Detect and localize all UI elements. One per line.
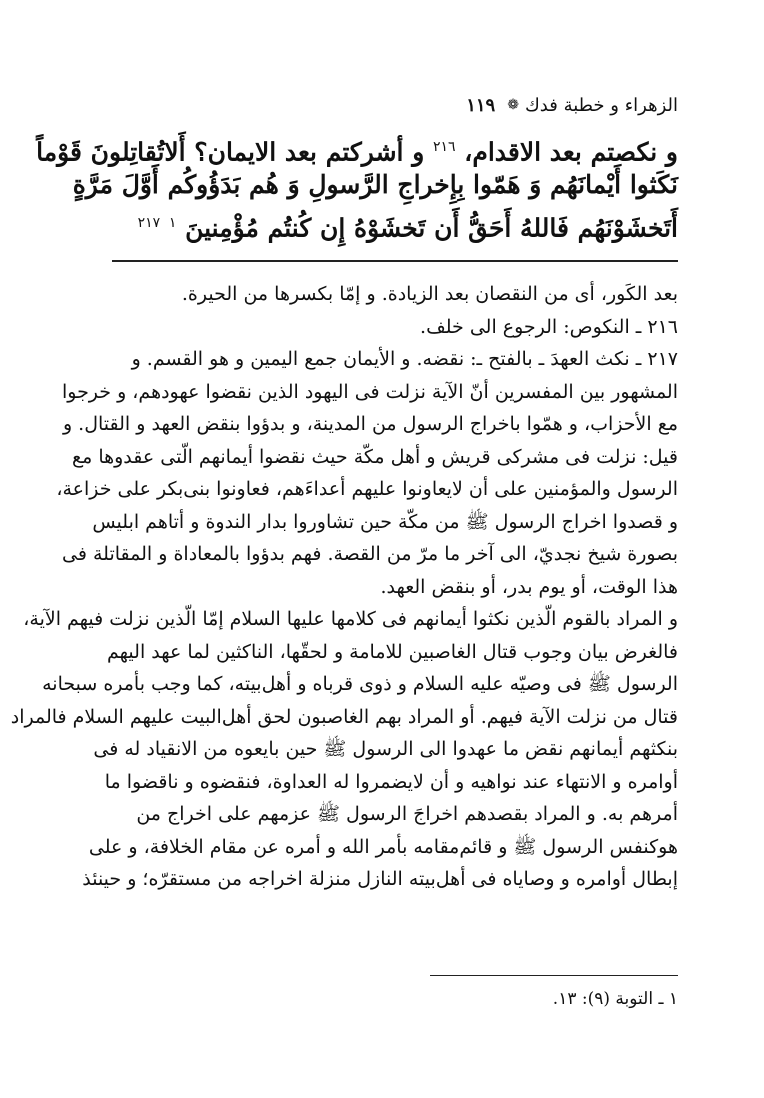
note-line: إبطال أوامره و وصاياه فى أهل‌بيته النازل منزلة اخراجه من مستقرّه؛ و حينئذ xyxy=(82,868,678,890)
note-line: مع الأحزاب، و همّوا باخراج الرسول من المدينة، و بدؤوا بنقض العهد و القتال. و xyxy=(62,413,678,435)
footnote-divider xyxy=(430,975,678,976)
commentary-notes xyxy=(10,278,678,896)
note-line: أمرهم به. و المراد بقصدهم اخراجَ الرسول ﷺ عزمهم على اخراج من xyxy=(136,803,678,825)
sermon-text xyxy=(36,128,678,243)
note-line: و قصدوا اخراج الرسول ﷺ من مكّة حين تشاوروا بدار الندوة و أتاهم ابليس xyxy=(92,510,678,533)
sermon-line-1 xyxy=(36,128,678,167)
footnote-ref-1: ١ xyxy=(168,215,177,231)
note-line: قيل: نزلت فى مشركى قريش و أهل مكّة حيث نقضوا أيمانهم الّتى عقدوها مع xyxy=(71,445,678,468)
sermon-line-1-a: و نكصتم بعد الاقدام، xyxy=(464,137,678,167)
flower-ornament-icon: ❁ xyxy=(507,97,519,113)
running-header xyxy=(110,92,678,118)
book-title: الزهراء و خطبة فدك xyxy=(524,94,678,116)
note-line: بنكثهم أيمانهم نقض ما عهدوا الى الرسول ﷺ حين بايعوه من الانقياد له فى xyxy=(93,738,678,760)
footnote: ١ ـ التوبة (٩): ١٣. xyxy=(552,989,678,1009)
note-line: أوامره و الانتهاء عند نواهيه و أن لايضمروا له العداوة، فنقضوه و ناقضوا ما xyxy=(104,770,678,793)
sermon-line-3 xyxy=(112,204,678,242)
note-line: الرسول ﷺ فى وصيّه عليه السلام و ذوى قرباه و أهل‌بيته، كما وجب بأمره سبحانه xyxy=(42,673,678,695)
note-line: هوكنفس الرسول ﷺ و قائم‌مقامه بأمر الله و أمره عن مقام الخلافة، و على xyxy=(88,835,678,858)
note-line: و المراد بالقوم الّذين نكثوا أيمانهم فى كلامها عليها السلام إمّا الّذين نزلت فيهم الآية، xyxy=(23,608,678,630)
note-line: هذا الوقت، أو يوم بدر، أو بنقض العهد. xyxy=(380,575,678,598)
note-ref-216: ٢١٦ xyxy=(432,139,456,155)
note-line: بعد الكَور، أى من النقصان بعد الزيادة. و إمّا بكسرها من الحيرة. xyxy=(181,283,678,305)
top-divider xyxy=(112,260,678,262)
note-ref-217: ٢١٧ xyxy=(137,215,161,231)
page-number: ١١٩ xyxy=(466,94,496,116)
note-line: بصورة شيخ نجديّ، الى آخر ما مرّ من القصة. فهم بدؤوا بالمعاداة و المقاتلة فى xyxy=(62,543,678,565)
note-line: قتال من نزلت الآية فيهم. أو المراد بهم الغاصبون لحق أهل‌البيت عليهم السلام فالمراد xyxy=(10,705,678,728)
note-line: فالغرض بيان وجوب قتال الغاصبين للامامة و لحقّها، الناكثين لما عهد اليهم xyxy=(107,640,678,663)
sermon-line-2: نَكَثوا أَيْمانَهُم وَ هَمّوا بِإِخراجِ الرَّسولِ وَ هُم بَدَؤُوكُم أَوَّلَ مَرَّةٍ xyxy=(72,170,678,199)
note-line: ٢١٧ ـ نكث العهدَ ـ بالفتح ـ: نقضه. و الأيمان جمع اليمين و هو القسم. و xyxy=(131,348,678,370)
note-line: المشهور بين المفسرين أنّ الآية نزلت فى اليهود الذين نقضوا عهودهم، و خرجوا xyxy=(61,380,678,403)
note-line: ٢١٦ ـ النكوص: الرجوع الى خلف. xyxy=(420,315,678,338)
note-line: الرسول والمؤمنين على أن لايعاونوا عليهم أعداءَهم، فعاونوا بنى‌بكر على خزاعة، xyxy=(56,478,678,500)
sermon-line-3-a: أَتَخشَوْنَهُم فَاللهُ أَحَقُّ أَن تَخشَوْهُ إِن كُنتُم مُؤْمِنينَ xyxy=(185,213,678,243)
sermon-line-1-b: و أشركتم بعد الايمان؟ أَلاتُقاتِلونَ قَوْماً xyxy=(36,137,425,167)
